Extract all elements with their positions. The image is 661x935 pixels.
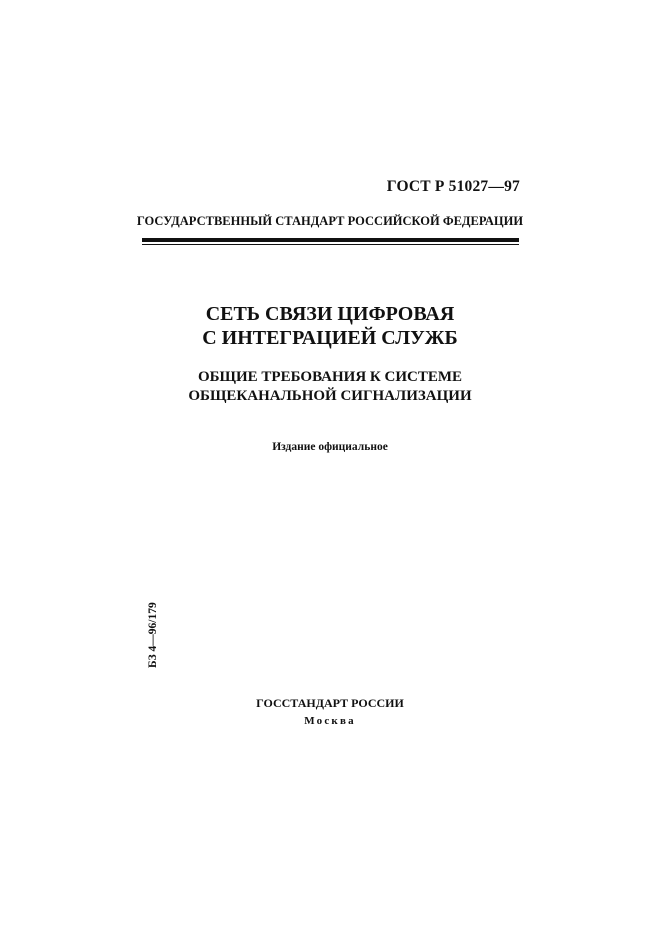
subtitle-line-1: ОБЩИЕ ТРЕБОВАНИЯ К СИСТЕМЕ: [197, 369, 463, 385]
side-code-text: БЗ 4—96/179: [147, 602, 159, 668]
thick-divider: [142, 238, 519, 242]
title-line-2: С ИНТЕГРАЦИЕЙ СЛУЖБ: [202, 327, 458, 349]
publisher-city: Москва: [304, 715, 356, 727]
edition-label: Издание официальное: [272, 441, 388, 453]
title-line-1: СЕТЬ СВЯЗИ ЦИФРОВАЯ: [205, 303, 455, 325]
state-standard-heading: ГОСУДАРСТВЕННЫЙ СТАНДАРТ РОССИЙСКОЙ ФЕДЕРАЦИИ: [136, 214, 524, 228]
thin-divider: [142, 244, 519, 245]
document-subtitle: [130, 368, 530, 406]
subtitle-line-2: ОБЩЕКАНАЛЬНОЙ СИГНАЛИЗАЦИИ: [188, 388, 472, 404]
document-title: [130, 302, 530, 350]
publisher-name: ГОССТАНДАРТ РОССИИ: [256, 696, 404, 710]
gost-number: ГОСТ Р 51027—97: [386, 178, 520, 195]
side-code: [146, 596, 160, 668]
